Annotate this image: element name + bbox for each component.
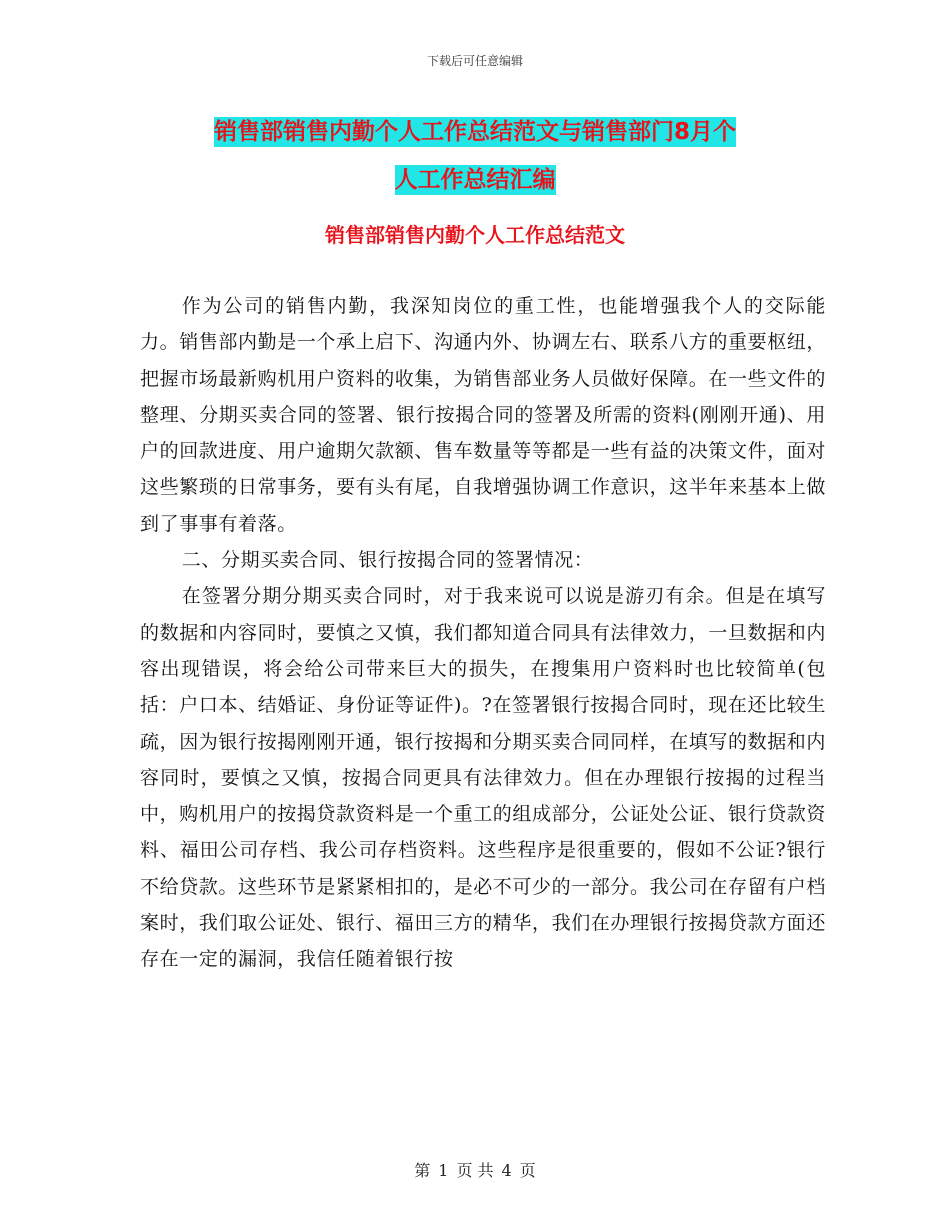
footer-total-pages: 4: [501, 1161, 512, 1180]
paragraph-3: 在签署分期分期买卖合同时，对于我来说可以说是游刃有余。但是在填写的数据和内容同时，要慎之又慎，我们都知道合同具有法律效力，一旦数据和内容出现错误，将会给公司带来巨大的损失，在搜集用户资料时也比较简单(包括：户口本、结婚证、身份证等证件)。?在签署银行按揭合同时，现在还比较生疏，因为银行按揭刚刚开通，银行按揭和分期买卖合同同样，在填写的数据和内容同时，要慎之又慎，按揭合同更具有法律效力。但在办理银行按揭的过程当中，购机用户的按揭贷款资料是一个重工的组成部分，公证处公证、银行贷款资料、福田公司存档、我公司存档资料。这些程序是很重要的，假如不公证?银行不给贷款。这些环节是紧紧相扣的，是必不可少的一部分。我公司在存留有户档案时，我们取公证处、银行、福田三方的精华，我们在办理银行按揭贷款方面还存在一定的漏洞，我信任随着银行按: [140, 585, 827, 971]
page-footer: [0, 1158, 950, 1181]
paragraph-2: 二、分期买卖合同、银行按揭合同的签署情况：: [181, 549, 594, 572]
footer-middle: 页 共: [456, 1161, 494, 1180]
paragraph-1: 作为公司的销售内勤，我深知岗位的重工性，也能增强我个人的交际能力。销售部内勤是一个承上启下、沟通内外、协调左右、联系八方的重要枢纽，把握市场最新购机用户资料的收集，为销售部业务人员做好保障。在一些文件的整理、分期买卖合同的签署、银行按揭合同的签署及所需的资料(刚刚开通)、用户的回款进度、用户逾期欠款额、售车数量等等都是一些有益的决策文件，面对这些繁琐的日常事务，要有头有尾，自我增强协调工作意识，这半年来基本上做到了事事有着落。: [140, 295, 827, 535]
page-header-note: 下载后可任意编辑: [426, 54, 523, 68]
document-body: [140, 288, 826, 978]
footer-suffix: 页: [519, 1161, 536, 1180]
document-title: [140, 108, 810, 204]
document-title-line-2: 人工作总结汇编: [394, 167, 556, 193]
footer-page-number: 1: [438, 1161, 449, 1180]
document-title-line-1: 销售部销售内勤个人工作总结范文与销售部门8月个: [213, 119, 736, 145]
section-title: 销售部销售内勤个人工作总结范文: [325, 223, 625, 247]
footer-prefix: 第: [414, 1161, 431, 1180]
